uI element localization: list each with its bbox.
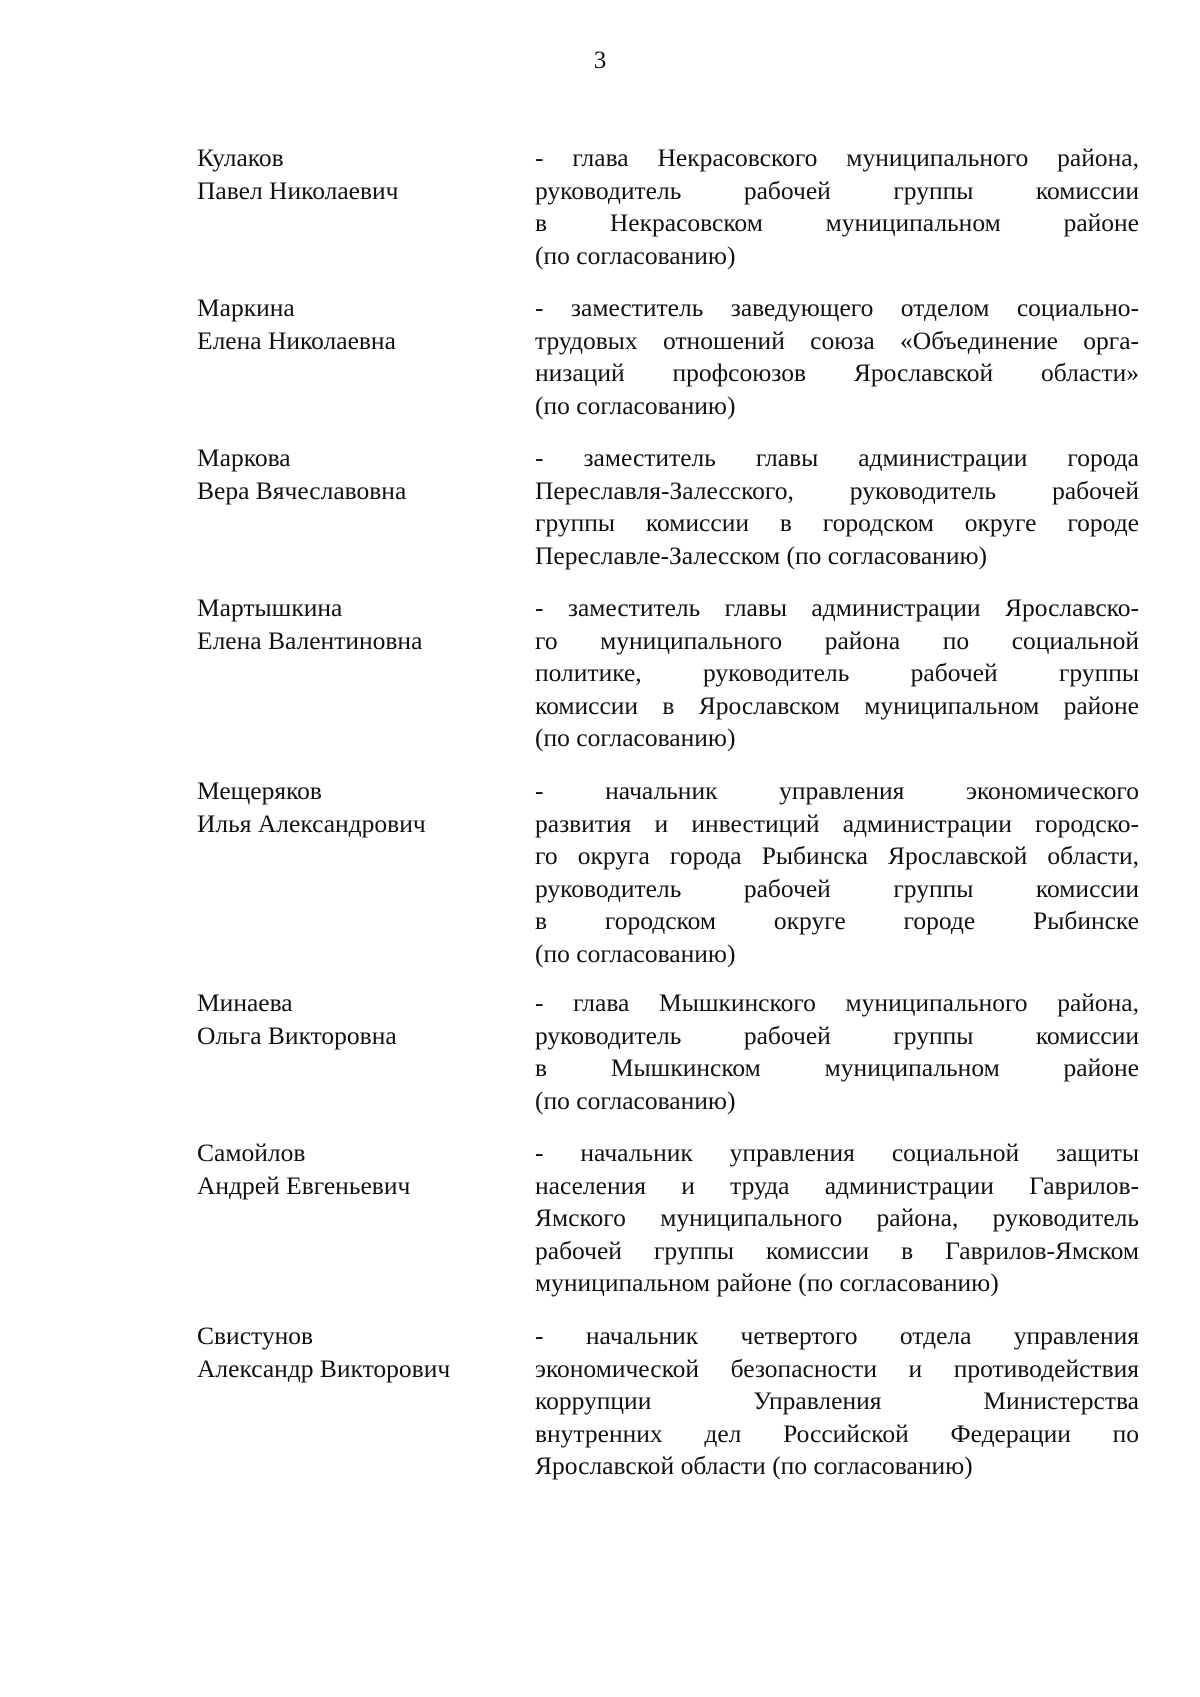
member-entry (197, 142, 1139, 292)
member-entry (197, 592, 1139, 775)
member-surname: Минаева (197, 988, 293, 1017)
member-name (197, 592, 535, 775)
member-name (197, 1137, 535, 1320)
member-surname: Маркова (197, 443, 291, 472)
member-entry (197, 1320, 1139, 1490)
role-line: внутренних дел Российской Федерации по (535, 1418, 1139, 1448)
role-line: (по согласованию) (535, 240, 736, 270)
member-surname: Самойлов (197, 1138, 306, 1167)
member-role (535, 775, 1139, 987)
role-line: - заместитель главы администрации города (535, 443, 1139, 472)
role-line: политике, руководитель рабочей группы (535, 658, 1139, 688)
member-entry (197, 987, 1139, 1137)
member-name (197, 775, 535, 987)
role-line: в городском округе городе Рыбинске (535, 906, 1139, 936)
member-surname: Свистунов (197, 1321, 314, 1350)
member-list (197, 142, 1139, 1490)
role-line: - глава Мышкинского муниципального района, (535, 988, 1139, 1017)
member-surname: Маркина (197, 293, 295, 322)
role-line: - глава Некрасовского муниципального района, (535, 143, 1139, 172)
member-role (535, 292, 1139, 442)
member-given-name: Елена Валентиновна (197, 625, 423, 655)
role-line: Переславле-Залесском (по согласованию) (535, 540, 988, 570)
member-role (535, 1137, 1139, 1320)
role-line: Переславля-Залесского, руководитель рабочей (535, 475, 1139, 505)
role-line: (по согласованию) (535, 938, 736, 968)
role-line: рабочей группы комиссии в Гаврилов-Ямском (535, 1235, 1139, 1265)
role-line: - начальник управления экономического (535, 776, 1139, 805)
member-name (197, 1320, 535, 1490)
role-line: руководитель рабочей группы комиссии (535, 873, 1139, 903)
role-line: экономической безопасности и противодействия (535, 1353, 1139, 1383)
member-given-name: Вера Вячеславовна (197, 475, 407, 505)
member-given-name: Александр Викторович (197, 1353, 451, 1383)
member-surname: Кулаков (197, 143, 284, 172)
member-entry (197, 1137, 1139, 1320)
member-entry (197, 442, 1139, 592)
role-line: (по согласованию) (535, 1085, 736, 1115)
member-given-name: Ольга Викторовна (197, 1020, 397, 1050)
member-name (197, 442, 535, 592)
member-role (535, 1320, 1139, 1490)
role-line: - заместитель главы администрации Ярославско- (535, 593, 1139, 622)
member-role (535, 987, 1139, 1137)
role-line: (по согласованию) (535, 723, 736, 753)
role-line: низаций профсоюзов Ярославской области» (535, 358, 1139, 388)
role-line: в Мышкинском муниципальном районе (535, 1053, 1139, 1083)
member-given-name: Елена Николаевна (197, 325, 396, 355)
member-name (197, 142, 535, 292)
role-line: коррупции Управления Министерства (535, 1386, 1139, 1416)
member-surname: Мартышкина (197, 593, 343, 622)
role-line: го муниципального района по социальной (535, 625, 1139, 655)
role-line: го округа города Рыбинска Ярославской области, (535, 841, 1139, 871)
role-line: руководитель рабочей группы комиссии (535, 175, 1139, 205)
role-line: населения и труда администрации Гаврилов- (535, 1170, 1139, 1200)
role-line: в Некрасовском муниципальном районе (535, 208, 1139, 238)
page-number: 3 (593, 47, 607, 74)
member-surname: Мещеряков (197, 776, 322, 805)
role-line: развития и инвестиций администрации городско- (535, 808, 1139, 838)
member-given-name: Павел Николаевич (197, 175, 399, 205)
role-line: - начальник четвертого отдела управления (535, 1321, 1139, 1350)
member-given-name: Андрей Евгеньевич (197, 1170, 411, 1200)
role-line: - начальник управления социальной защиты (535, 1138, 1139, 1167)
member-entry (197, 775, 1139, 987)
member-role (535, 442, 1139, 592)
member-given-name: Илья Александрович (197, 808, 426, 838)
role-line: (по согласованию) (535, 390, 736, 420)
role-line: руководитель рабочей группы комиссии (535, 1020, 1139, 1050)
member-name (197, 987, 535, 1137)
member-role (535, 592, 1139, 775)
role-line: - заместитель заведующего отделом социально- (535, 293, 1139, 322)
member-entry (197, 292, 1139, 442)
role-line: группы комиссии в городском округе городе (535, 508, 1139, 538)
role-line: Ярославской области (по согласованию) (535, 1451, 973, 1481)
member-role (535, 142, 1139, 292)
role-line: трудовых отношений союза «Объединение орга- (535, 325, 1139, 355)
role-line: комиссии в Ярославском муниципальном районе (535, 690, 1139, 720)
member-name (197, 292, 535, 442)
role-line: Ямского муниципального района, руководитель (535, 1203, 1139, 1233)
role-line: муниципальном районе (по согласованию) (535, 1268, 999, 1298)
